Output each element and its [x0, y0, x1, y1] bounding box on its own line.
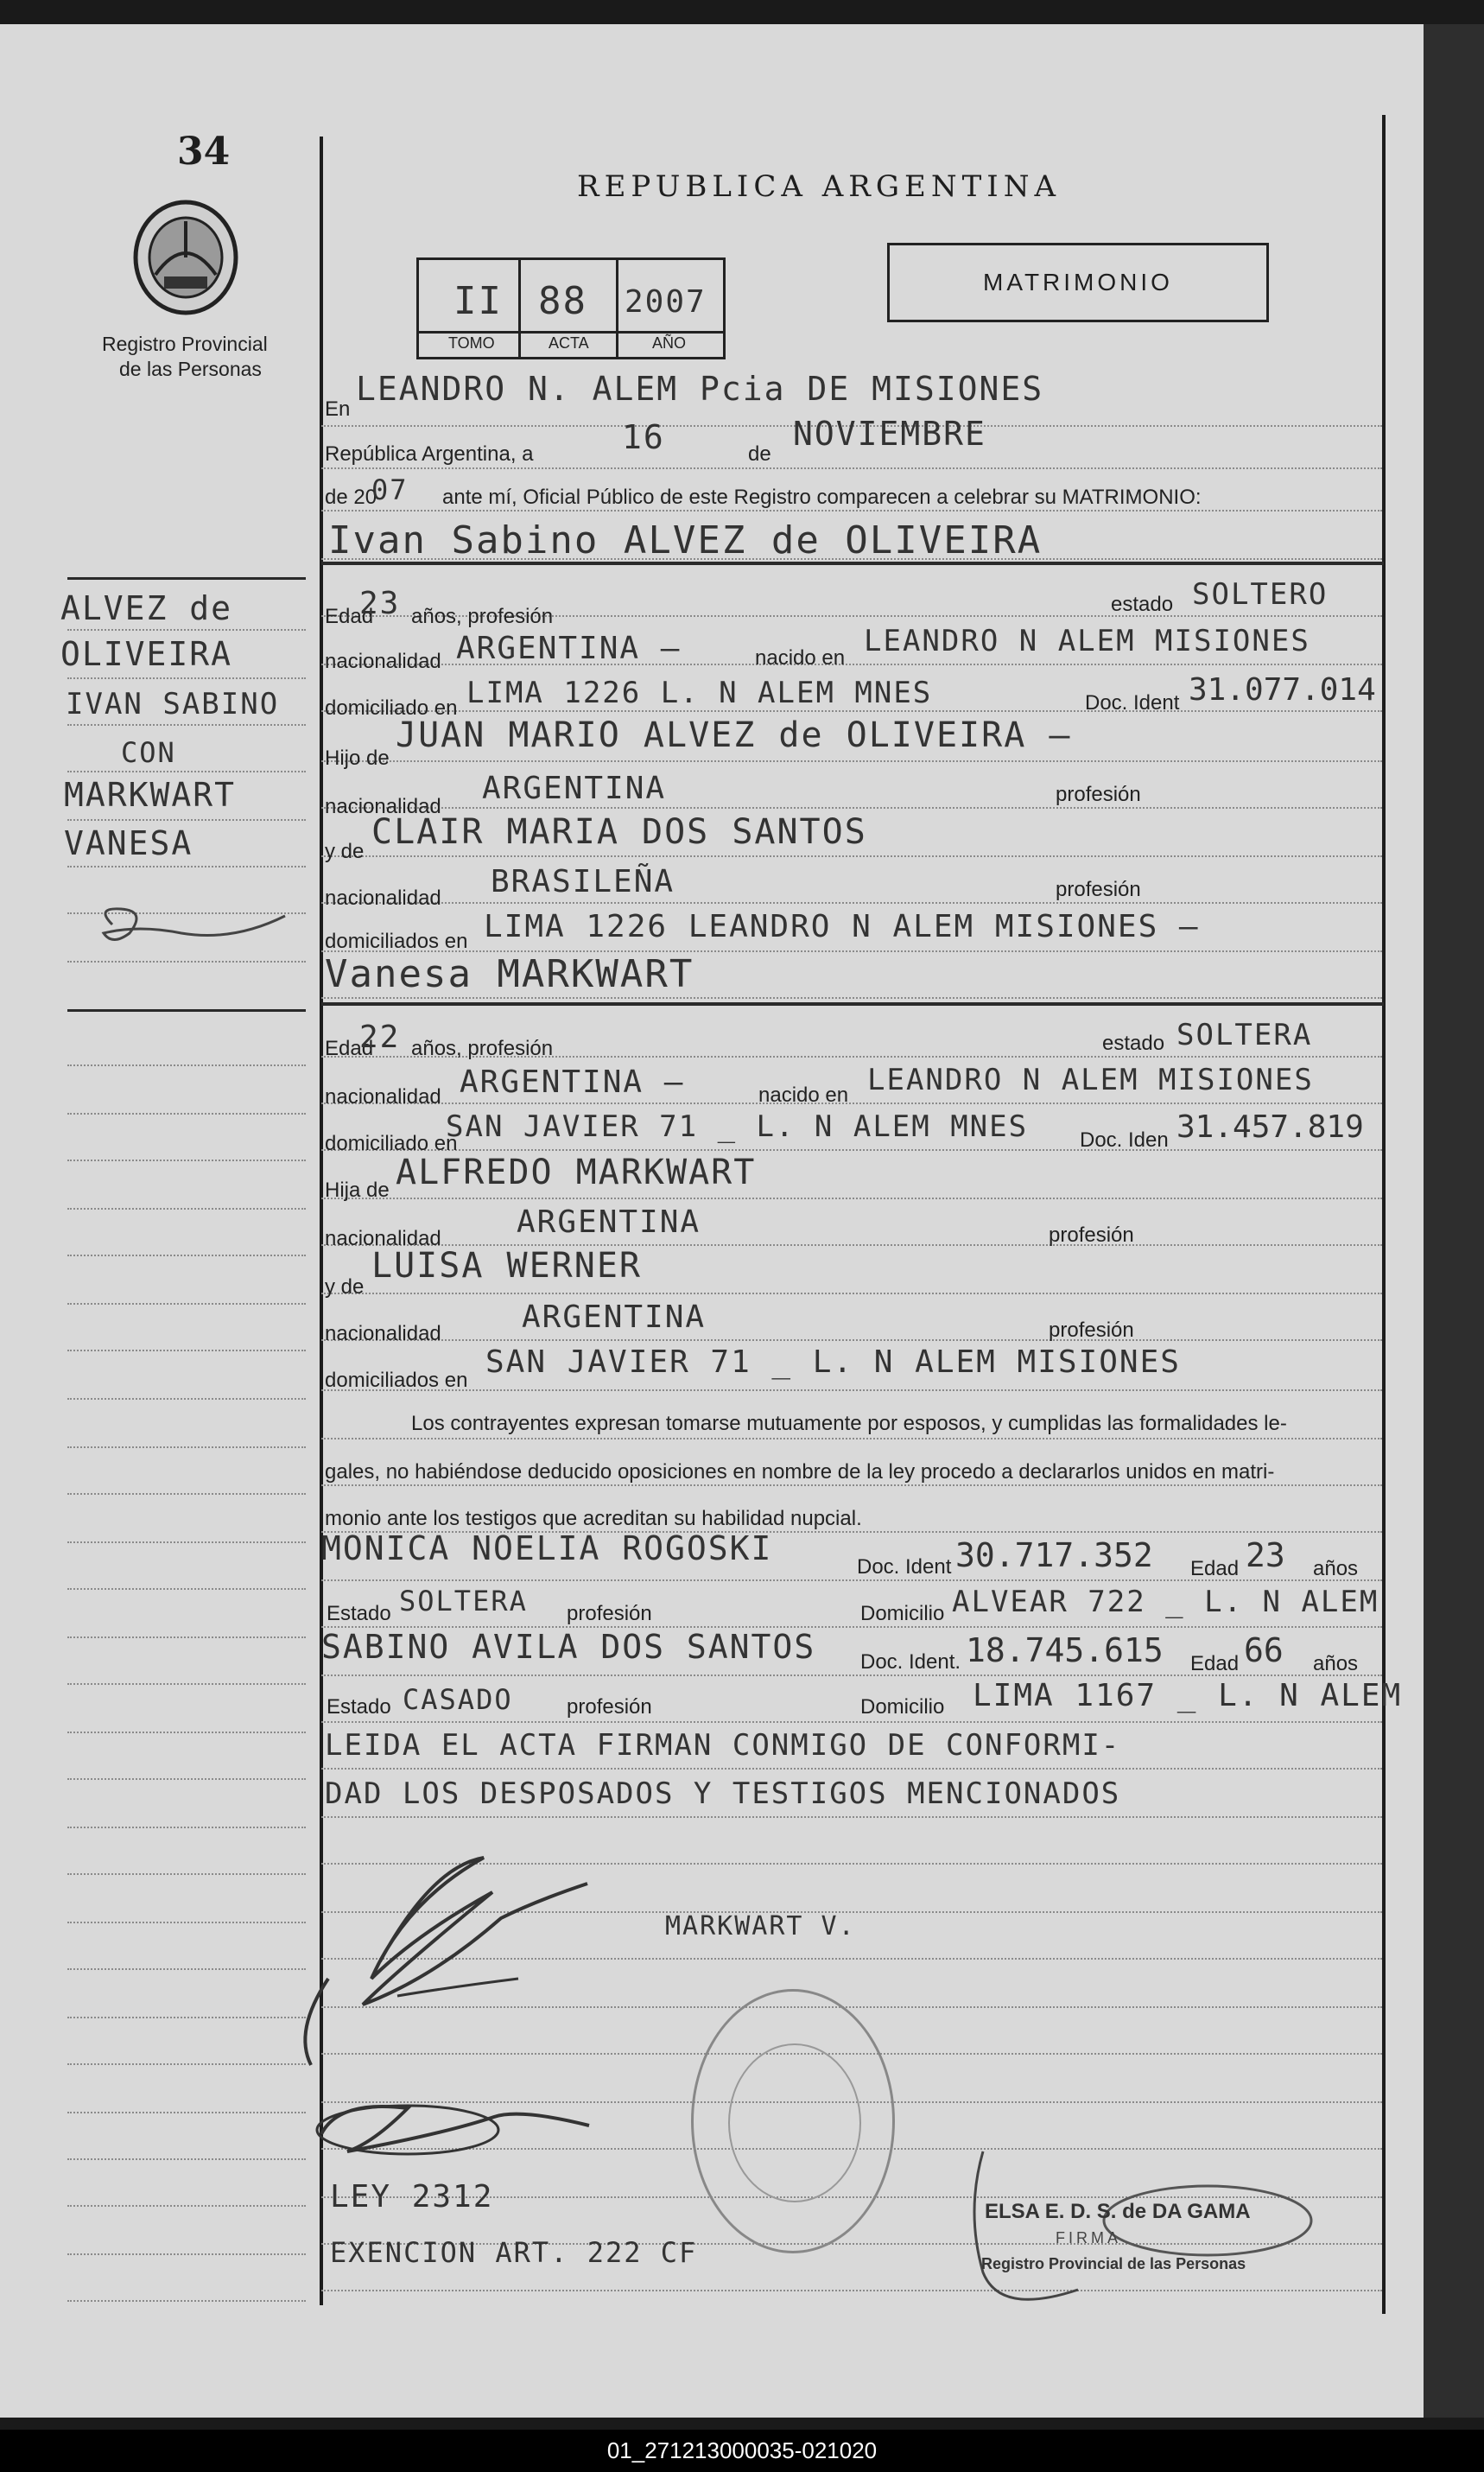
- groom-estado: SOLTERO: [1192, 577, 1329, 612]
- witness2-name: SABINO AVILA DOS SANTOS: [321, 1628, 816, 1666]
- groom-dom: LIMA 1226 L. N ALEM MNES: [466, 676, 933, 710]
- bride-mother: LUISA WERNER: [371, 1246, 642, 1286]
- witness2-dom: LIMA 1167 _ L. N ALEM: [973, 1678, 1403, 1713]
- groom-father: JUAN MARIO ALVEZ de OLIVEIRA —: [396, 715, 1072, 755]
- witness2-estado-label: Estado: [327, 1695, 391, 1719]
- margin-rule: [67, 2205, 306, 2207]
- year-value: 07: [371, 473, 409, 506]
- ley-text: LEY 2312: [330, 2179, 494, 2215]
- declaration-line: monio ante los testigos que acreditan su habilidad nupcial.: [325, 1507, 862, 1530]
- witness1-dom: ALVEAR 722 _ L. N ALEM: [952, 1585, 1379, 1619]
- country-title: REPUBLICA ARGENTINA: [577, 169, 1062, 204]
- groom-parents-dom: LIMA 1226 LEANDRO N ALEM MISIONES —: [484, 909, 1200, 944]
- witness2-edad-label: Edad: [1190, 1652, 1240, 1675]
- groom-nacido: LEANDRO N ALEM MISIONES: [864, 624, 1310, 658]
- rule-line: [321, 1149, 1382, 1151]
- margin-rule: [67, 1636, 306, 1638]
- margin-note: OLIVEIRA: [60, 635, 233, 673]
- bride-yde-label: y de: [325, 1275, 365, 1299]
- margin-rule: [67, 1778, 306, 1780]
- witness1-doc-label: Doc. Ident: [857, 1555, 952, 1579]
- mother-prof-label: profesión: [1056, 878, 1141, 901]
- margin-rule: [67, 1683, 306, 1685]
- page-number: 34: [177, 130, 231, 174]
- groom-yde-label: y de: [325, 840, 365, 863]
- margin-rule: [67, 1255, 306, 1256]
- groom-edad: 23: [359, 586, 401, 621]
- acta-value: 88: [538, 279, 587, 323]
- declaration-line: gales, no habiéndose deducido oposiciones en nombre de la ley procedo a declararlos unidos en matri-: [325, 1460, 1275, 1484]
- registry-line-1: Registro Provincial: [102, 333, 268, 355]
- tomo-acta-ano-box: [416, 257, 726, 359]
- official-seal-icon: [691, 1989, 895, 2253]
- bride-doc-label: Doc. Iden: [1080, 1128, 1169, 1152]
- bride-mother-prof-label: profesión: [1049, 1319, 1134, 1342]
- witness2-edad: 66: [1244, 1631, 1284, 1669]
- margin-rule: [67, 1873, 306, 1875]
- margin-rule: [67, 2017, 306, 2018]
- en-label: En: [325, 397, 351, 421]
- rule-line: [321, 467, 1382, 469]
- bride-anos-profesion: años, profesión: [411, 1037, 554, 1060]
- margin-rule: [67, 2300, 306, 2302]
- margin-flourish-icon: [86, 899, 294, 950]
- intro-text: ante mí, Oficial Público de este Registro comparecen a celebrar su MATRIMONIO:: [442, 486, 1202, 509]
- margin-note: CON: [121, 736, 176, 769]
- margin-rule: [67, 1160, 306, 1161]
- margin-rule: [67, 1827, 306, 1828]
- rule-line: [321, 1768, 1382, 1770]
- year-label: de 20: [325, 486, 377, 509]
- bride-mother-nac: ARGENTINA: [522, 1300, 707, 1335]
- margin-rule: [67, 1350, 306, 1351]
- section-divider: [321, 1002, 1384, 1006]
- bride-signature: MARKWART V.: [665, 1911, 856, 1941]
- father-nac: ARGENTINA: [482, 771, 667, 806]
- page-edge: [1424, 24, 1484, 2418]
- official-signature-icon: [304, 2082, 598, 2169]
- rule-line: [321, 1198, 1382, 1199]
- witness1-doc: 30.717.352: [955, 1536, 1153, 1574]
- bride-nac-label: nacionalidad: [325, 1085, 441, 1109]
- margin-rule: [67, 1588, 306, 1590]
- bride-parents-dom-label: domiciliados en: [325, 1369, 468, 1392]
- margin-rule: [67, 1446, 306, 1448]
- witness1-estado: SOLTERA: [399, 1585, 528, 1617]
- margin-rule: [67, 1493, 306, 1495]
- groom-signature-icon: [276, 1806, 605, 2082]
- bride-father-nac: ARGENTINA: [517, 1204, 701, 1240]
- groom-hijo-label: Hijo de: [325, 747, 390, 770]
- groom-mother: CLAIR MARIA DOS SANTOS: [371, 812, 867, 852]
- witness2-doc: 18.745.615: [966, 1631, 1164, 1669]
- groom-edad-label: Edad: [325, 605, 374, 628]
- registrar-stamp-role: FIRMA: [1056, 2229, 1121, 2246]
- margin-rule: [67, 2158, 306, 2160]
- rule-line: [321, 902, 1382, 904]
- bride-parents-dom: SAN JAVIER 71 _ L. N ALEM MISIONES: [485, 1344, 1181, 1380]
- rule-line: [321, 510, 1382, 512]
- de-label: de: [748, 442, 771, 466]
- place-value: LEANDRO N. ALEM Pcia DE MISIONES: [356, 370, 1044, 408]
- witness2-estado: CASADO: [403, 1683, 513, 1716]
- bride-dom-label: domiciliado en: [325, 1132, 458, 1155]
- father-prof-label: profesión: [1056, 783, 1141, 806]
- margin-note: VANESA: [64, 824, 193, 862]
- margin-rule: [67, 1922, 306, 1923]
- witness1-dom-label: Domicilio: [860, 1602, 945, 1625]
- bride-nac: ARGENTINA —: [460, 1064, 685, 1100]
- ano-value: 2007: [625, 284, 707, 320]
- witness2-doc-label: Doc. Ident.: [860, 1650, 961, 1674]
- bride-mother-nac-label: nacionalidad: [325, 1322, 441, 1345]
- bride-edad: 22: [359, 1020, 401, 1055]
- margin-rule: [67, 1208, 306, 1210]
- month-value: NOVIEMBRE: [793, 415, 986, 453]
- groom-nac-label: nacionalidad: [325, 650, 441, 673]
- right-border-line: [1382, 115, 1386, 2314]
- declaration-line: Los contrayentes expresan tomarse mutuamente por esposos, y cumplidas las formalidades le-: [411, 1412, 1287, 1435]
- margin-rule: [67, 1541, 306, 1543]
- groom-nacido-label: nacido en: [755, 646, 846, 670]
- groom-anos-profesion: años, profesión: [411, 605, 554, 628]
- bride-edad-label: Edad: [325, 1037, 374, 1060]
- witness1-anos: años: [1313, 1557, 1359, 1580]
- bride-father: ALFREDO MARKWART: [396, 1153, 757, 1192]
- witness1-estado-label: Estado: [327, 1602, 391, 1625]
- rule-line: [321, 1721, 1382, 1723]
- margin-rule: [67, 629, 306, 631]
- bride-doc: 31.457.819: [1176, 1109, 1364, 1145]
- margin-note: IVAN SABINO: [66, 687, 280, 721]
- groom-dom-label: domiciliado en: [325, 696, 458, 720]
- groom-doc: 31.077.014: [1189, 672, 1376, 708]
- witness1-edad-label: Edad: [1190, 1557, 1240, 1580]
- ano-label: AÑO: [652, 334, 687, 352]
- rule-line: [321, 1438, 1382, 1439]
- rule-line: [321, 855, 1382, 857]
- groom-name: Ivan Sabino ALVEZ de OLIVEIRA: [328, 518, 1043, 562]
- margin-rule: [67, 1732, 306, 1733]
- bride-estado: SOLTERA: [1176, 1018, 1313, 1052]
- bride-dom: SAN JAVIER 71 _ L. N ALEM MNES: [446, 1109, 1029, 1144]
- bride-estado-label: estado: [1102, 1032, 1165, 1055]
- mother-nac: BRASILEÑA: [491, 864, 675, 899]
- rule-line: [321, 1339, 1382, 1341]
- day-value: 16: [622, 418, 665, 456]
- registrar-stamp-name: ELSA E. D. S. de DA GAMA: [985, 2200, 1251, 2223]
- margin-rule: [67, 2112, 306, 2113]
- rule-line: [321, 1389, 1382, 1391]
- margin-note: ALVEZ de: [60, 589, 233, 627]
- rule-line: [321, 710, 1382, 712]
- margin-rule: [67, 1968, 306, 1970]
- margin-rule: [67, 1064, 306, 1066]
- rule-line: [321, 997, 1382, 999]
- witness2-dom-label: Domicilio: [860, 1695, 945, 1719]
- registrar-signature-icon: [957, 2143, 1320, 2333]
- registry-line-2: de las Personas: [119, 358, 262, 380]
- bride-name: Vanesa MARKWART: [325, 952, 694, 996]
- scan-filename: 01_271213000035-021020: [0, 2430, 1484, 2472]
- groom-doc-label: Doc. Ident: [1085, 691, 1180, 715]
- exencion-text: EXENCION ART. 222 CF: [330, 2236, 698, 2269]
- republica-label: República Argentina, a: [325, 442, 534, 466]
- mother-nac-label: nacionalidad: [325, 886, 441, 910]
- acta-label: ACTA: [549, 334, 589, 352]
- margin-rule: [67, 677, 306, 679]
- witness2-anos: años: [1313, 1652, 1359, 1675]
- parents-dom-label: domiciliados en: [325, 930, 468, 953]
- margin-rule: [67, 2253, 306, 2255]
- margin-rule: [67, 2063, 306, 2065]
- father-nac-label: nacionalidad: [325, 795, 441, 818]
- tomo-label: TOMO: [448, 334, 495, 352]
- rule-line: [321, 1293, 1382, 1294]
- margin-rule: [67, 771, 306, 772]
- rule-line: [321, 807, 1382, 809]
- rule-line: [321, 1484, 1382, 1486]
- witness2-prof-label: profesión: [567, 1695, 652, 1719]
- bride-nacido: LEANDRO N ALEM MISIONES: [867, 1063, 1314, 1097]
- witness1-prof-label: profesión: [567, 1602, 652, 1625]
- provincial-emblem-icon: [130, 197, 242, 318]
- margin-divider: [67, 1009, 306, 1012]
- registrar-stamp-office: Registro Provincial de las Personas: [981, 2255, 1246, 2272]
- margin-rule: [67, 1303, 306, 1305]
- bride-father-prof-label: profesión: [1049, 1223, 1134, 1247]
- groom-nac: ARGENTINA —: [456, 631, 682, 666]
- rule-line: [321, 1103, 1382, 1104]
- groom-estado-label: estado: [1111, 593, 1174, 616]
- margin-divider: [67, 577, 306, 580]
- act-type-box: MATRIMONIO: [887, 243, 1269, 322]
- bride-father-nac-label: nacionalidad: [325, 1227, 441, 1250]
- tomo-value: II: [453, 279, 503, 323]
- margin-rule: [67, 724, 306, 726]
- margin-rule: [67, 819, 306, 821]
- closing-line: LEIDA EL ACTA FIRMAN CONMIGO DE CONFORMI-: [325, 1728, 1121, 1763]
- margin-rule: [67, 866, 306, 867]
- closing-line: DAD LOS DESPOSADOS Y TESTIGOS MENCIONADOS: [325, 1776, 1121, 1811]
- witness1-edad: 23: [1246, 1536, 1285, 1574]
- margin-rule: [67, 1113, 306, 1115]
- rule-line: [321, 760, 1382, 762]
- margin-rule: [67, 961, 306, 963]
- bride-hija-label: Hija de: [325, 1179, 390, 1202]
- margin-rule: [67, 1398, 306, 1400]
- margin-note: MARKWART: [64, 776, 237, 814]
- witness1-name: MONICA NOELIA ROGOSKI: [321, 1529, 773, 1567]
- bride-nacido-label: nacido en: [758, 1083, 849, 1107]
